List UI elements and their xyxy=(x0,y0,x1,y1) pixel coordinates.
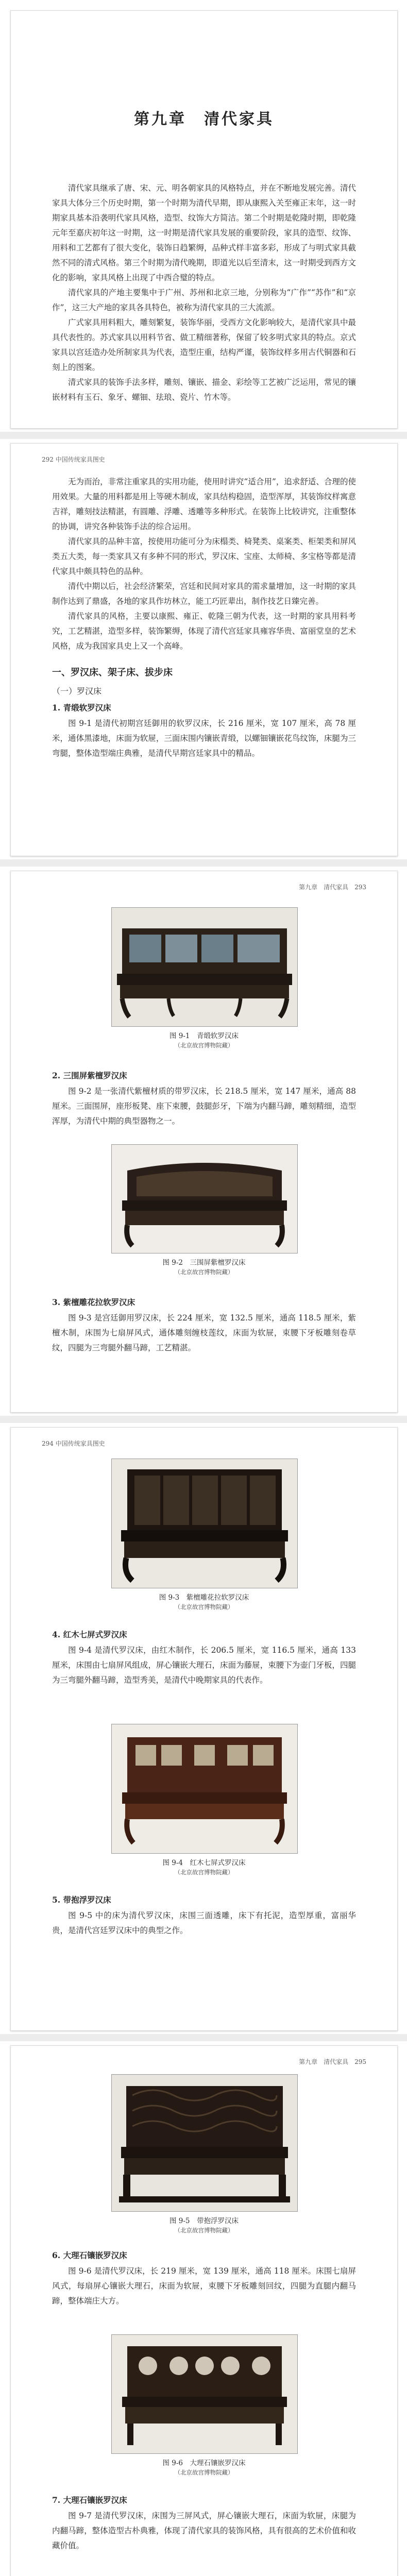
figure-source: （北京故宫博物院藏） xyxy=(174,1603,234,1611)
page-2 xyxy=(10,443,398,856)
daybed-photo xyxy=(111,907,298,1027)
paragraph: 清代家具的风格，主要以康熙、雍正、乾隆三朝为代表，这一时期的家具用料考究，工艺精湛，造型多样，装饰繁缛，体现了清代宫廷家具雍容华贵、富丽堂皇的艺术风格，成为我国家具史上又一个高峰。 xyxy=(52,612,356,651)
page-3-body-b xyxy=(52,1291,356,1355)
subsection-heading: （一）罗汉床 xyxy=(52,686,102,696)
page-4-body-a xyxy=(52,1623,356,1688)
page-3 xyxy=(10,871,398,1413)
paragraph: 无为而治，非常注重家具的实用功能，使用时讲究“适合用”，追求舒适、合理的使用效果。大量的用料都是用上等硬木制成，家具结构稳固，造型浑厚，其装饰纹样寓意吉祥，雕刻技法精湛，有圆雕、浮雕、透雕等多种形式。在装饰上比较讲究，注重整体的协调，讲究各种装饰手法的综合运用。 xyxy=(52,477,356,531)
paragraph: 清代家具继承了唐、宋、元、明各朝家具的风格特点，并在不断地发展完善。清代家具大体分三个历史时期，第一个时期为清代早期，即从康熙入关至雍正末年，这一时期家具基本沿袭明代家具风格，造型、纹饰大方简洁。第二个时期是乾隆时期，即乾隆元年至嘉庆初年这一时期，这一时期是清代家具发展的重要阶段，家具的造型、纹饰、用料和工艺都有了很大变化，装饰日趋繁缛，品种式样丰富多彩，形成了与明式家具截然不同的清式风格。第三个时期为清代晚期，即道光以后至清末，这一时期受到西方文化的影响，家具风格上出现了中西合璧的特点。 xyxy=(52,183,356,282)
paragraph: 图 9-4 是清代罗汉床，由红木制作，长 206.5 厘米，宽 116.5 厘米，通高 133 厘米，床围由七扇屏风组成，屏心镶嵌大理石，床面为藤屉，束腰下为壶门牙板，四腿为三弯腿外翻马蹄，造型秀美，是清代中晚期家具的代表作。 xyxy=(52,1646,356,1685)
paragraph: 图 9-1 是清代初期宫廷御用的软罗汉床，长 216 厘米，宽 107 厘米，高 78 厘米，通体黑漆地，床面为软屉，三面床围内镶嵌青缎，以螺钿镶嵌花鸟纹饰，床腿为三弯腿，整体造型端庄典雅，是清代早期宫廷家具中的精品。 xyxy=(52,719,356,758)
page-3-body-a xyxy=(52,1064,356,1129)
figure-9-6 xyxy=(111,2334,297,2477)
item-heading: 7. 大理石镶嵌罗汉床 xyxy=(52,2495,127,2505)
figure-source: （北京故宫博物院藏） xyxy=(174,2227,234,2234)
page-1-body xyxy=(52,181,356,405)
figure-caption: 图 9-6 大理石镶嵌罗汉床 xyxy=(162,2459,246,2467)
figure-9-5 xyxy=(111,2074,297,2234)
paragraph: 图 9-3 是宫廷御用罗汉床，长 224 厘米，宽 132.5 厘米，通高 118.5 厘米，紫檀木制，床围为七扇屏风式，通体雕刻缠枝莲纹，床面为软屉，束腰下牙板雕刻卷草纹，四腿为三弯腿外翻马蹄，工艺精湛。 xyxy=(52,1313,356,1352)
paragraph: 广式家具用料粗大，雕刻繁复，装饰华丽，受西方文化影响较大，是清代家具中最具代表性的。苏式家具以用料节省、做工精细著称，保留了较多明式家具的特点。京式家具以宫廷造办处所制家具为代表，造型庄重，结构严谨，装饰纹样多用古代铜器和石刻上的图案。 xyxy=(52,318,356,372)
running-head: 第九章 清代家具 295 xyxy=(299,2058,366,2065)
figure-9-3 xyxy=(111,1459,297,1611)
figure-9-1 xyxy=(111,907,297,1049)
item-heading: 1. 青缎软罗汉床 xyxy=(52,703,111,713)
figure-source: （北京故宫博物院藏） xyxy=(174,1042,234,1049)
daybed-photo xyxy=(111,1459,298,1588)
paragraph: 图 9-6 是清代罗汉床，长 219 厘米，宽 139 厘米，通高 118 厘米。床围七扇屏风式，每扇屏心镶嵌大理石，床面为软屉，束腰下牙板雕刻回纹，四腿为直腿内翻马蹄，整体端庄大方。 xyxy=(52,2266,356,2306)
daybed-photo xyxy=(111,2334,298,2454)
figure-caption: 图 9-1 青缎软罗汉床 xyxy=(169,1032,239,1040)
page-5-body-b xyxy=(52,2489,356,2553)
paragraph: 图 9-7 是清代罗汉床，床围为三屏风式，屏心镶嵌大理石，床面为软屉，床腿为内翻马蹄，整体造型古朴典雅，体现了清代家具的装饰风格，具有很高的艺术价值和收藏价值。 xyxy=(52,2511,356,2550)
running-head: 294 中国传统家具图史 xyxy=(42,1440,105,1447)
running-head: 292 中国传统家具图史 xyxy=(42,456,105,463)
page-separator xyxy=(0,432,407,439)
item-heading: 5. 带抱浮罗汉床 xyxy=(52,1895,111,1905)
page-5 xyxy=(10,2045,398,2576)
page-4 xyxy=(10,1427,398,2031)
figure-source: （北京故宫博物院藏） xyxy=(174,2469,234,2476)
daybed-photo xyxy=(111,1144,298,1253)
page-4-body-b xyxy=(52,1889,356,1938)
paragraph: 图 9-2 是一张清代紫檀材质的带罗汉床，长 218.5 厘米，宽 147 厘米，通高 88 厘米。三面围屏，座形板凳、座下束腰，鼓腿彭牙，下端为内翻马蹄，雕刻精细，造型浑厚，为清代中期的典型器物之一。 xyxy=(52,1087,356,1126)
paragraph: 清式家具的装饰手法多样，雕刻、镶嵌、描金、彩绘等工艺被广泛运用，常见的镶嵌材料有玉石、象牙、螺钿、珐琅、瓷片、竹木等。 xyxy=(52,378,356,402)
item-heading: 6. 大理石镶嵌罗汉床 xyxy=(52,2250,127,2260)
item-heading: 4. 红木七屏式罗汉床 xyxy=(52,1630,127,1639)
page-separator xyxy=(0,859,407,867)
figure-caption: 图 9-3 紫檀雕花拉软罗汉床 xyxy=(159,1594,249,1602)
paragraph: 图 9-5 中的床为清代罗汉床，床围三面透雕，床下有托泥，造型厚重，富丽华贵，是清代宫廷罗汉床中的典型之作。 xyxy=(52,1911,356,1935)
daybed-photo xyxy=(111,2074,298,2212)
running-head: 第九章 清代家具 293 xyxy=(299,884,366,891)
chapter-title: 第九章 清代家具 xyxy=(134,110,274,128)
figure-9-4 xyxy=(111,1724,297,1876)
figure-source: （北京故宫博物院藏） xyxy=(174,1869,234,1876)
paragraph: 清代家具的品种丰富，按使用功能可分为床榻类、椅凳类、桌案类、柜架类和屏风类五大类，每一类家具又有多种不同的形式，罗汉床、宝座、太师椅、多宝格等都是清代家具中颇具特色的品种。 xyxy=(52,537,356,576)
paragraph: 清代中期以后，社会经济繁荣，宫廷和民间对家具的需求量增加，这一时期的家具制作达到了鼎盛，各地的家具作坊林立，能工巧匠辈出，制作技艺日臻完善。 xyxy=(52,582,356,606)
paragraph: 清代家具的产地主要集中于广州、苏州和北京三地，分别称为“广作”“苏作”和“京作”，这三大产地的家具各具特色，被称为清代家具的三大流派。 xyxy=(52,288,356,312)
figure-caption: 图 9-5 带抱浮罗汉床 xyxy=(169,2217,239,2225)
page-separator xyxy=(0,1416,407,1423)
figure-caption: 图 9-2 三围屏紫檀罗汉床 xyxy=(162,1259,246,1267)
figure-source: （北京故宫博物院藏） xyxy=(174,1268,234,1276)
figure-caption: 图 9-4 红木七屏式罗汉床 xyxy=(162,1859,246,1867)
item-heading: 2. 三围屏紫檀罗汉床 xyxy=(52,1071,127,1080)
figure-9-2 xyxy=(111,1144,297,1276)
item-heading: 3. 紫檀雕花拉软罗汉床 xyxy=(52,1297,135,1307)
page-1 xyxy=(10,10,398,429)
daybed-photo xyxy=(111,1724,298,1854)
page-5-body-a xyxy=(52,2244,356,2309)
section-heading: 一、罗汉床、架子床、拔步床 xyxy=(52,667,173,678)
page-separator xyxy=(0,2034,407,2041)
page-2-body xyxy=(52,474,356,761)
